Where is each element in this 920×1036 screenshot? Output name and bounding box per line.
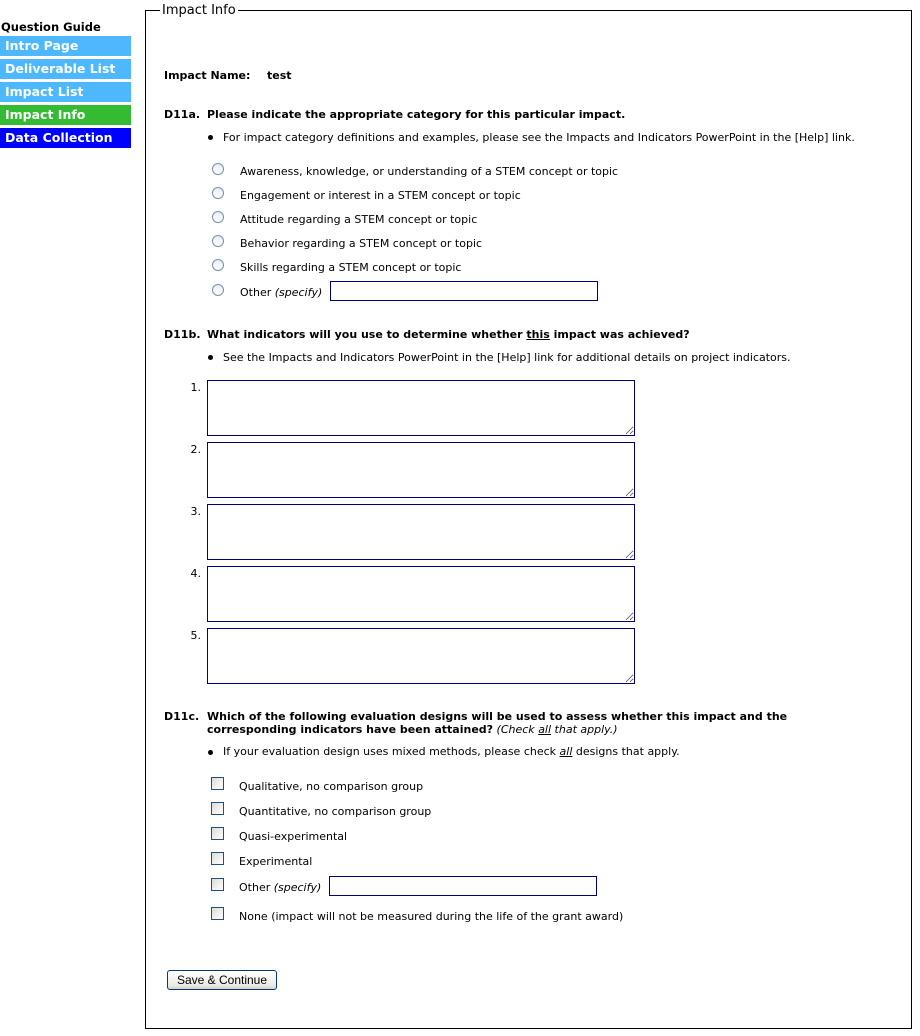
d11a-note: For impact category definitions and examples, please see the Impacts and Indicators PowerPoint in the [Help] link.: [223, 131, 855, 144]
indicator-2-textarea[interactable]: [207, 442, 635, 498]
radio-engagement[interactable]: [212, 187, 224, 199]
checkbox-experimental[interactable]: [211, 852, 224, 865]
radio-label: Attitude regarding a STEM concept or topic: [240, 213, 478, 226]
indicator-number: 2.: [190, 443, 201, 456]
sidebar-item-data-collection[interactable]: Data Collection: [0, 128, 131, 148]
sidebar-item-impact-list[interactable]: Impact List: [0, 82, 131, 102]
save-continue-button[interactable]: Save & Continue: [167, 970, 277, 990]
indicator-number: 4.: [190, 567, 201, 580]
d11c-number: D11c.: [164, 710, 200, 723]
d11a-question: Please indicate the appropriate category for this particular impact.: [207, 108, 626, 121]
sidebar-item-impact-info[interactable]: Impact Info: [0, 105, 131, 125]
radio-other[interactable]: [212, 284, 224, 296]
radio-awareness[interactable]: [212, 163, 224, 175]
indicator-5-textarea[interactable]: [207, 628, 635, 684]
bullet-icon: [208, 750, 213, 755]
bullet-icon: [208, 135, 213, 140]
checkbox-label: Quantitative, no comparison group: [239, 805, 432, 818]
d11c-note: If your evaluation design uses mixed methods, please check all designs that apply.: [223, 745, 680, 758]
d11c-question-line2: corresponding indicators have been attained? (Check all that apply.): [207, 723, 618, 736]
checkbox-quasi-experimental[interactable]: [211, 827, 224, 840]
radio-attitude[interactable]: [212, 211, 224, 223]
impact-name-value: test: [267, 69, 292, 82]
indicator-3-textarea[interactable]: [207, 504, 635, 560]
indicator-number: 5.: [190, 629, 201, 642]
checkbox-other[interactable]: [211, 878, 224, 891]
checkbox-label: Qualitative, no comparison group: [239, 780, 424, 793]
other-label: Other: [239, 881, 271, 894]
d11a-number: D11a.: [164, 108, 201, 121]
radio-behavior[interactable]: [212, 235, 224, 247]
radio-label: Engagement or interest in a STEM concept or topic: [240, 189, 521, 202]
other-label: Other: [240, 286, 272, 299]
d11c-question-line1: Which of the following evaluation designs will be used to assess whether this impact and the: [207, 710, 788, 723]
radio-label: Behavior regarding a STEM concept or topic: [240, 237, 483, 250]
checkbox-quantitative[interactable]: [211, 802, 224, 815]
fieldset-legend: Impact Info: [162, 3, 236, 18]
question-guide-heading: Question Guide: [1, 20, 101, 34]
checkbox-label: Quasi-experimental: [239, 830, 348, 843]
specify-label: (specify): [274, 286, 323, 299]
d11c-other-input[interactable]: [329, 876, 597, 896]
d11b-number: D11b.: [164, 328, 201, 341]
impact-name-label: Impact Name:: [164, 69, 251, 82]
bullet-icon: [208, 355, 213, 360]
sidebar-item-deliverable-list[interactable]: Deliverable List: [0, 59, 131, 79]
indicator-1-textarea[interactable]: [207, 380, 635, 436]
d11b-question: What indicators will you use to determine whether this impact was achieved?: [207, 328, 690, 341]
checkbox-label: None (impact will not be measured during the life of the grant award): [239, 910, 624, 923]
indicator-number: 1.: [190, 381, 201, 394]
checkbox-none[interactable]: [211, 907, 224, 920]
radio-label: Skills regarding a STEM concept or topic: [240, 261, 462, 274]
d11b-note: See the Impacts and Indicators PowerPoint in the [Help] link for additional details on project indicators.: [223, 351, 791, 364]
checkbox-label: Experimental: [239, 855, 313, 868]
d11a-other-input[interactable]: [330, 281, 598, 301]
checkbox-qualitative[interactable]: [211, 777, 224, 790]
specify-label: (specify): [273, 881, 322, 894]
indicator-number: 3.: [190, 505, 201, 518]
sidebar-item-intro-page[interactable]: Intro Page: [0, 36, 131, 56]
indicator-4-textarea[interactable]: [207, 566, 635, 622]
radio-label: Awareness, knowledge, or understanding of a STEM concept or topic: [240, 165, 619, 178]
radio-skills[interactable]: [212, 259, 224, 271]
